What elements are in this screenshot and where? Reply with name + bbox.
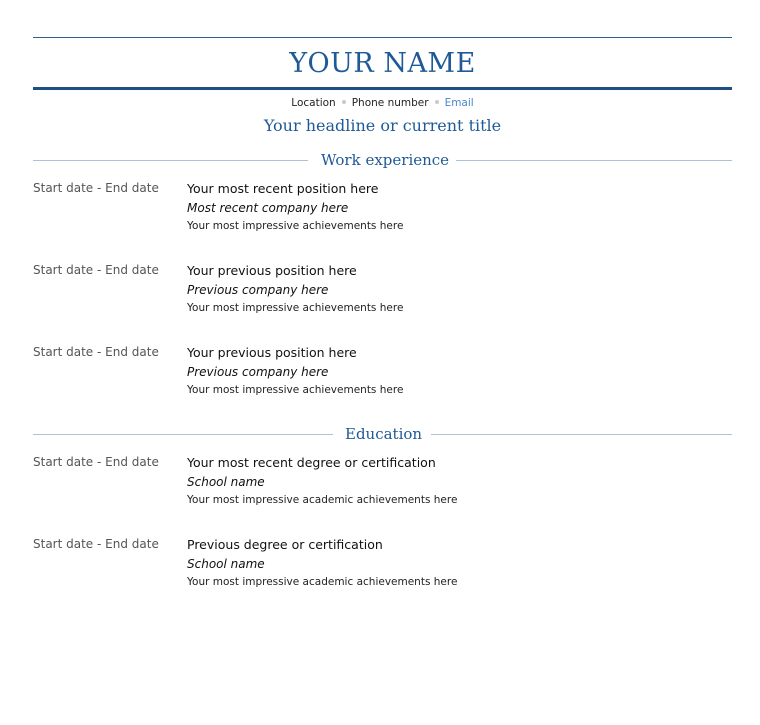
top-divider [33, 37, 732, 38]
separator-dot-icon [342, 100, 346, 104]
entry-dates: Start date - End date [33, 263, 159, 277]
work-entry [33, 262, 732, 324]
entry-school: School name [187, 475, 265, 489]
entry-position: Your most recent position here [187, 181, 379, 196]
resume-name: YOUR NAME [289, 48, 476, 79]
entry-achievements: Your most impressive achievements here [187, 220, 404, 232]
contact-phone: Phone number [351, 97, 429, 109]
entry-degree: Your most recent degree or certification [187, 455, 436, 470]
entry-school: School name [187, 557, 265, 571]
entry-dates: Start date - End date [33, 537, 159, 551]
entry-position: Your previous position here [187, 263, 357, 278]
education-entry [33, 454, 732, 516]
section-work-experience [33, 149, 732, 171]
entry-dates: Start date - End date [33, 455, 159, 469]
section-divider-left [33, 160, 308, 161]
entry-achievements: Your most impressive academic achievements here [187, 494, 458, 506]
entry-achievements: Your most impressive academic achievements here [187, 576, 458, 588]
entry-degree: Previous degree or certification [187, 537, 383, 552]
section-education [33, 423, 732, 445]
education-entry [33, 536, 732, 598]
entry-achievements: Your most impressive achievements here [187, 302, 404, 314]
section-divider-right [431, 434, 732, 435]
separator-dot-icon [435, 100, 439, 104]
entry-company: Previous company here [187, 283, 329, 297]
entry-achievements: Your most impressive achievements here [187, 384, 404, 396]
section-title-education: Education [345, 425, 423, 443]
name-underline-divider [33, 87, 732, 90]
entry-dates: Start date - End date [33, 345, 159, 359]
resume-page [33, 0, 732, 725]
section-divider-left [33, 434, 333, 435]
work-entry [33, 180, 732, 242]
headline: Your headline or current title [263, 116, 502, 135]
contact-line [33, 96, 732, 110]
entry-dates: Start date - End date [33, 181, 159, 195]
entry-position: Your previous position here [187, 345, 357, 360]
section-title-work: Work experience [321, 151, 450, 169]
work-entry [33, 344, 732, 406]
entry-company: Previous company here [187, 365, 329, 379]
contact-location: Location [291, 97, 336, 109]
entry-company: Most recent company here [187, 201, 349, 215]
section-divider-right [456, 160, 732, 161]
contact-email-link[interactable]: Email [444, 97, 474, 109]
